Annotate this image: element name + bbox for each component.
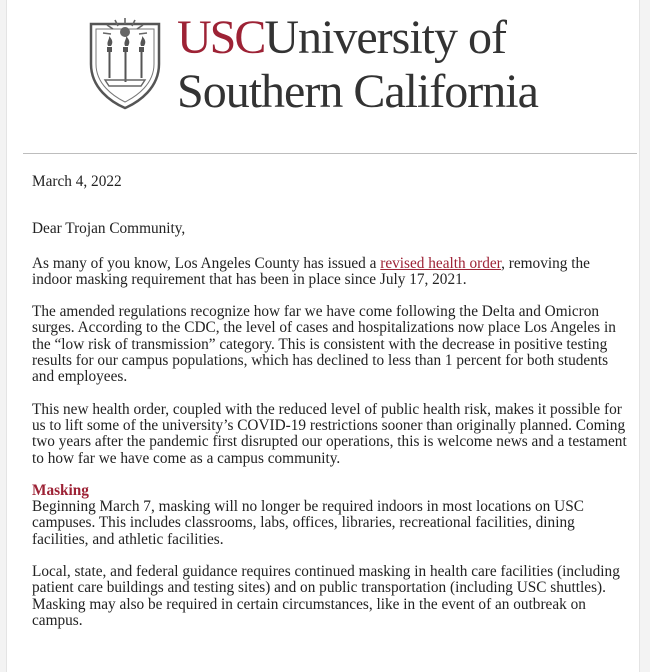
- paragraph-regulations: The amended regulations recognize how far we have come following the Delta and Omicron surges. According to the CDC, the level of cases and hospitalizations now place Los Angeles in the “low risk of transmission” category. This is consistent with the decrease in positive testing results for our campus populations, which has declined to less than 1 percent for both students and employees.: [32, 303, 616, 386]
- wordmark-usc: USC: [177, 11, 265, 64]
- letter-date: March 4, 2022: [32, 173, 122, 190]
- paragraph-guidance: Local, state, and federal guidance requires continued masking in health care facilities (including patient care buildings and testing sites) and on public transportation (including USC shuttles). Masking may also be required in certain circumstances, like in the event of an outbreak on campus.: [32, 563, 620, 629]
- paragraph-restrictions: This new health order, coupled with the reduced level of public health risk, makes it possible for us to lift some of the university’s COVID-19 restrictions sooner than originally planned. Coming two years after the pandemic first disrupted our operations, this is welcome news and a testament to how far we have come as a campus community.: [32, 400, 627, 467]
- wordmark-southern-california: Southern California: [177, 65, 538, 118]
- university-wordmark: [177, 11, 538, 118]
- paragraph-masking: Beginning March 7, masking will no longer be required indoors in most locations on USC campuses. This includes classrooms, labs, offices, libraries, recreational facilities, dining facilities, and athletic facilities.: [32, 498, 584, 548]
- masking-section: [32, 483, 628, 548]
- letter-body: [32, 174, 628, 645]
- paragraph-text: , removing the indoor masking requirement that has been in place since July 17, 2021.: [32, 254, 590, 288]
- paragraph-text: As many of you know, Los Angeles County has issued a: [32, 254, 381, 272]
- usc-seal-icon: [87, 12, 163, 110]
- email-page: [6, 0, 640, 672]
- letterhead: [7, 0, 640, 150]
- header-divider: [23, 153, 637, 154]
- section-heading-masking: Masking: [32, 481, 89, 499]
- letter-greeting: Dear Trojan Community,: [32, 220, 186, 238]
- wordmark-university-of: University of: [264, 11, 506, 64]
- paragraph-health-order: [32, 256, 628, 289]
- revised-health-order-link[interactable]: revised health order: [380, 254, 502, 272]
